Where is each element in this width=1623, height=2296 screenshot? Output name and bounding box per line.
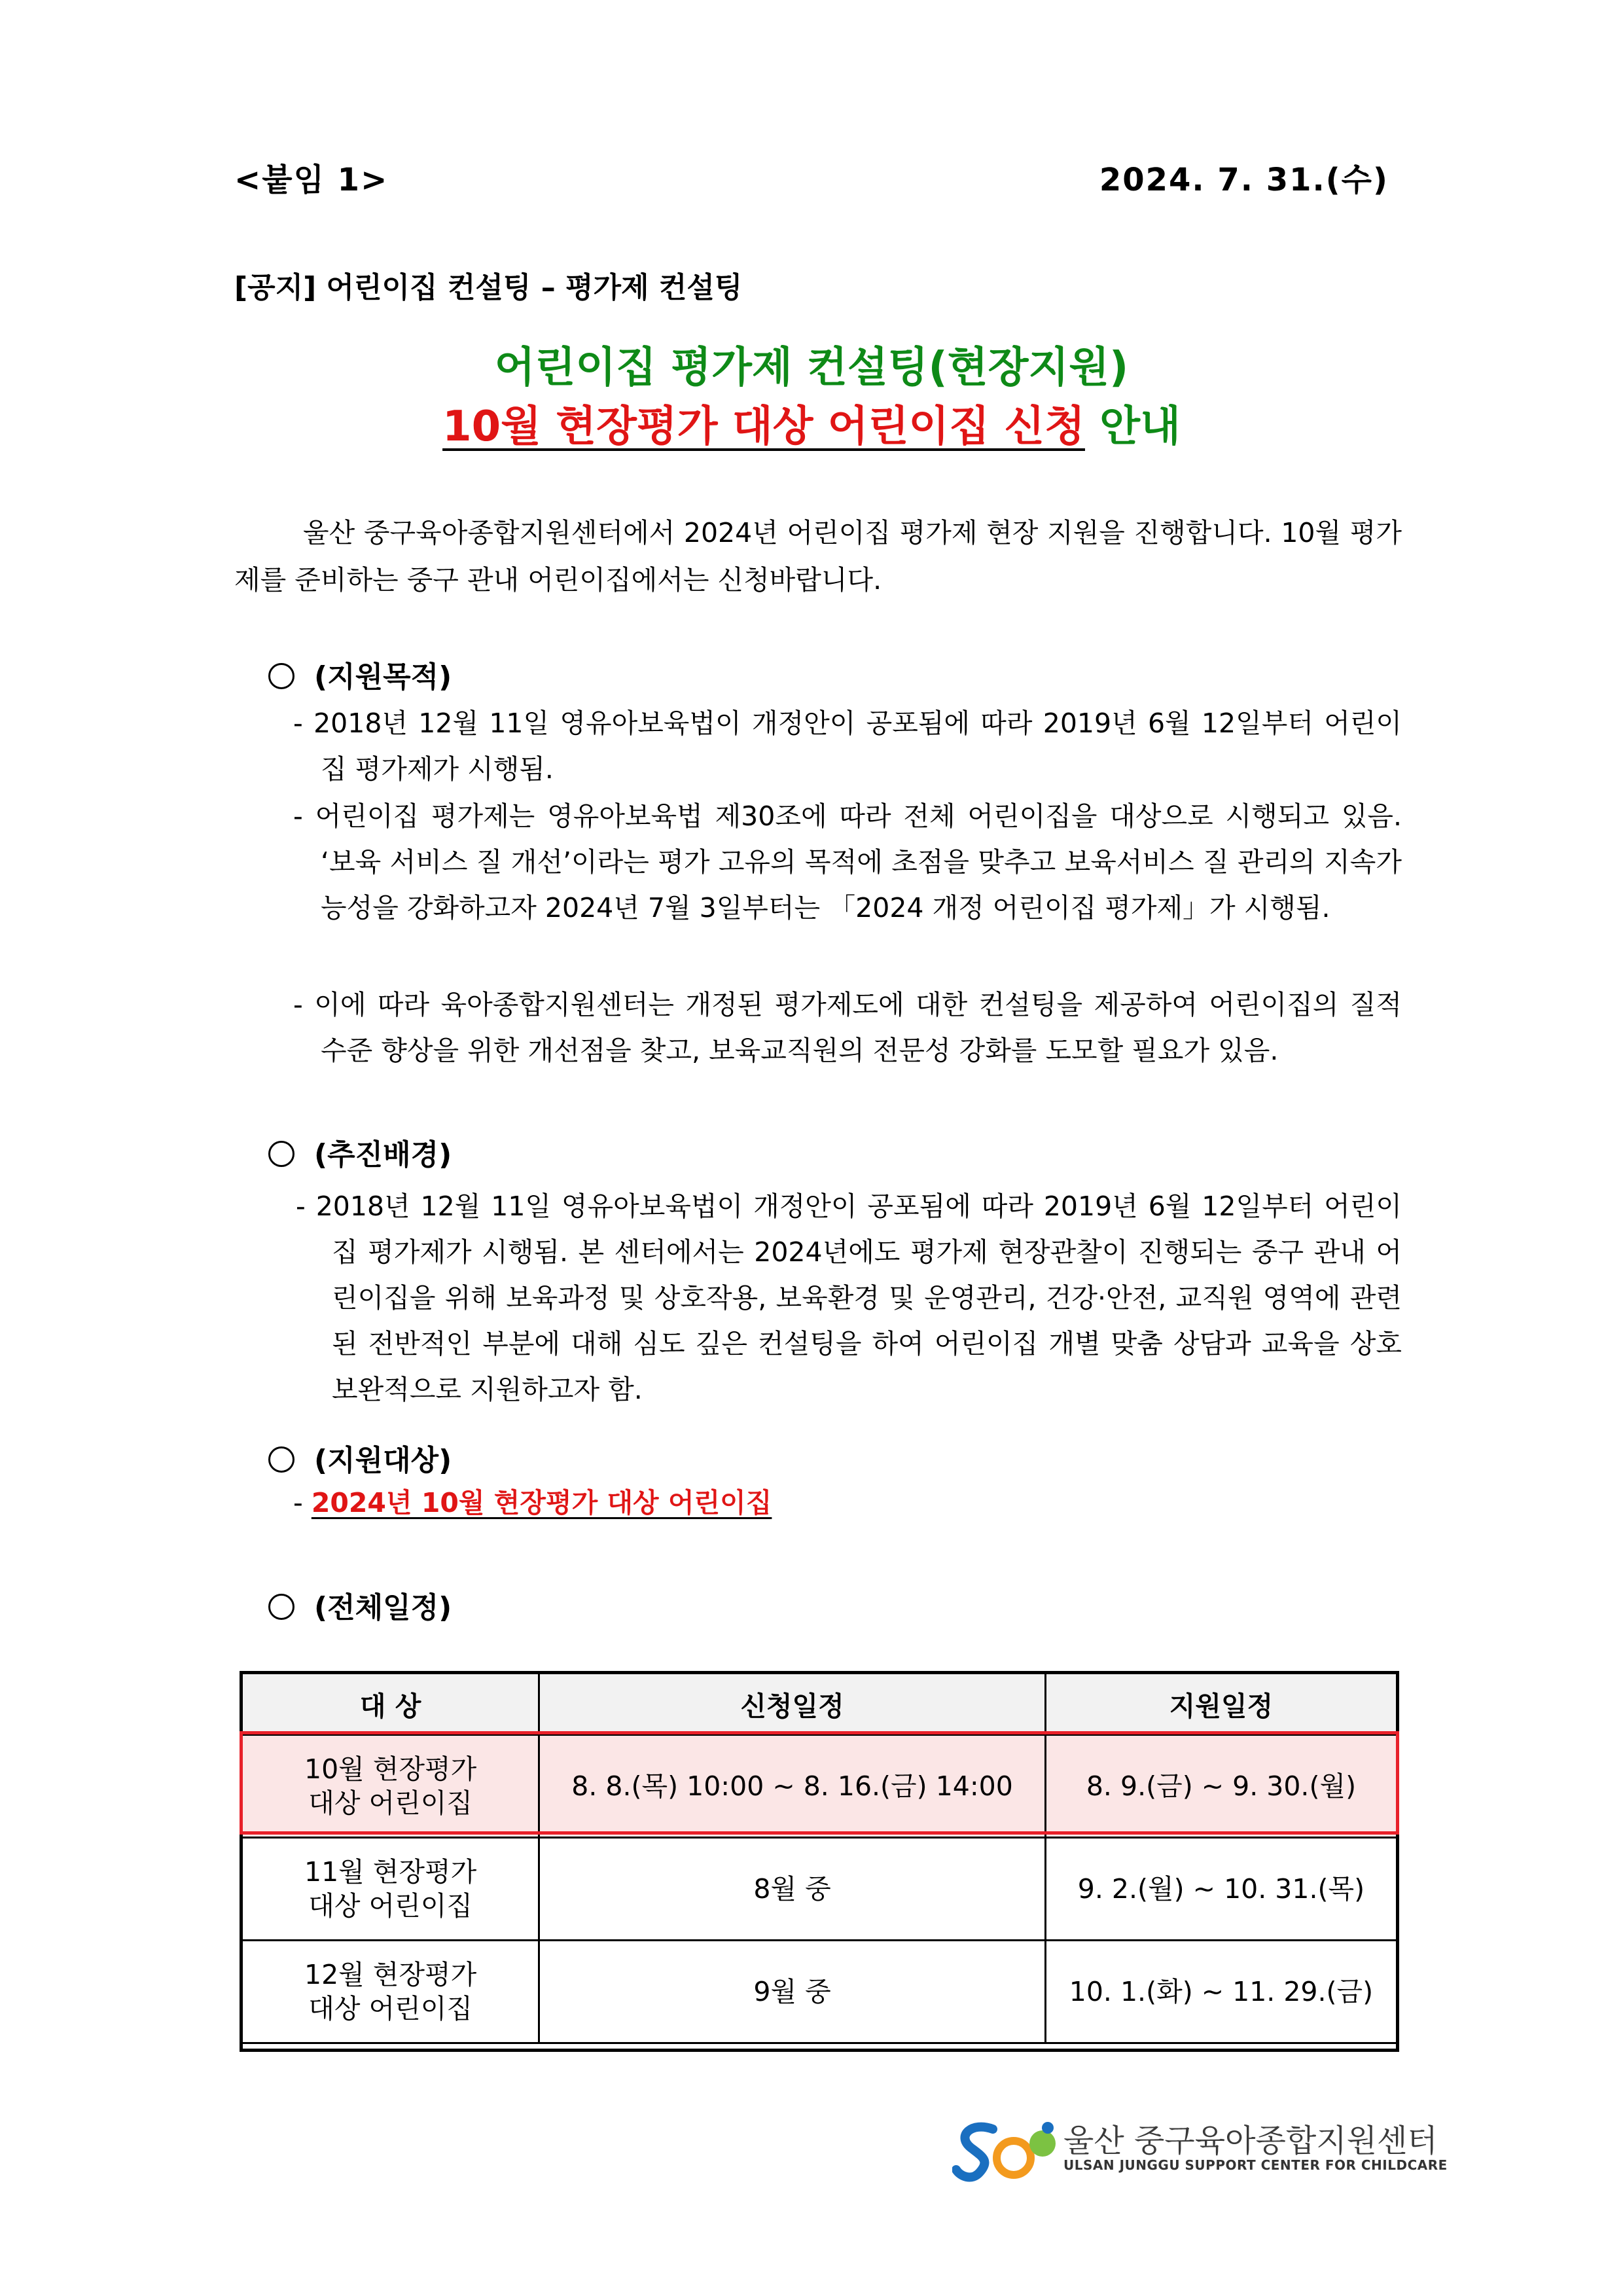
title-line-1: 어린이집 평가제 컨설팅(현장지원) [494, 344, 1129, 392]
target-line-1: 11월 현장평가 [304, 1856, 477, 1888]
schedule-table [241, 1672, 1398, 2044]
target-line-2: 대상 어린이집 [308, 1993, 473, 2024]
title-highlight: 10월 현장평가 대상 어린이집 신청 [442, 403, 1085, 451]
circle-bullet-icon [268, 1594, 294, 1620]
section-heading-schedule [268, 1584, 452, 1626]
target-line-2: 대상 어린이집 [308, 1787, 473, 1819]
cell-target [242, 1941, 539, 2043]
background-item-1: - 2018년 12월 11일 영유아보육법이 개정안이 공포됨에 따라 2019년 6월 12일부터 어린이집 평가제가 시행됨. 본 센터에서는 2024년에도 평가제 현장관찰이 진행되는 중구 관내 어린이집을 위해 보육과정 및 상호작용, 보육환경 및 운영관리, 건강·안전, 교직원 영역에 관련된 전반적인 부분에 대해 심도 깊은 컨설팅을 하여 어린이집 개별 맞춤 상담과 교육을 상호 보완적으로 지원하고자 함. [296, 1191, 1402, 1405]
table-row [242, 1734, 1397, 1838]
target-line-1: 12월 현장평가 [304, 1959, 477, 1990]
cell-support: 10. 1.(화) ~ 11. 29.(금) [1045, 1941, 1397, 2043]
section-heading-target [268, 1437, 452, 1479]
title-line-2 [0, 393, 1623, 453]
section-heading-text: (지원대상) [314, 1444, 452, 1477]
purpose-item-1: - 2018년 12월 11일 영유아보육법이 개정안이 공포됨에 따라 2019년 6월 12일부터 어린이집 평가제가 시행됨. [293, 708, 1402, 785]
purpose-item-text: 2018년 12월 11일 영유아보육법이 개정안이 공포됨에 따라 2019년 6월 12일부터 어린이집 평가제가 시행됨. [313, 708, 1402, 785]
target-item: - 2024년 10월 현장평가 대상 어린이집 [293, 1487, 772, 1518]
cell-apply: 8월 중 [539, 1838, 1046, 1941]
intro-paragraph: 울산 중구육아종합지원센터에서 2024년 어린이집 평가제 현장 지원을 진행합니다. 10월 평가제를 준비하는 중구 관내 어린이집에서는 신청바랍니다. [234, 517, 1402, 596]
table-header-row [242, 1674, 1397, 1735]
section-heading-background [268, 1131, 452, 1173]
attachment-label: <붙임 1> [234, 162, 389, 198]
purpose-item-text: 어린이집 평가제는 영유아보육법 제30조에 따라 전체 어린이집을 대상으로 시행되고 있음. ‘보육 서비스 질 개선’이라는 평가 고유의 목적에 초점을 맞추고 보육서비스 질 관리의 지속가능성을 강화하고자 2024년 7월 3일부터는 「2024 개정 어린이집 평가제」가 시행됨. [315, 800, 1402, 924]
purpose-item-3: - 이에 따라 육아종합지원센터는 개정된 평가제도에 대한 컨설팅을 제공하여 어린이집의 질적 수준 향상을 위한 개선점을 찾고, 보육교직원의 전문성 강화를 도모할 필요가 있음. [293, 989, 1402, 1066]
title-suffix: 안내 [1084, 403, 1181, 451]
header-target: 대 상 [242, 1674, 539, 1735]
cell-target [242, 1838, 539, 1941]
cell-apply: 9월 중 [539, 1941, 1046, 2043]
section-heading-text: (전체일정) [314, 1591, 452, 1624]
section-heading-text: (추진배경) [314, 1138, 452, 1172]
cell-support: 9. 2.(월) ~ 10. 31.(목) [1045, 1838, 1397, 1941]
table-row [242, 1838, 1397, 1941]
document-date: 2024. 7. 31.(수) [1099, 162, 1389, 198]
target-line-2: 대상 어린이집 [308, 1890, 473, 1922]
header-support: 지원일정 [1045, 1674, 1397, 1735]
purpose-item-text: 이에 따라 육아종합지원센터는 개정된 평가제도에 대한 컨설팅을 제공하여 어린이집의 질적 수준 향상을 위한 개선점을 찾고, 보육교직원의 전문성 강화를 도모할 필요가 있음. [314, 989, 1402, 1066]
background-item-text: 2018년 12월 11일 영유아보육법이 개정안이 공포됨에 따라 2019년 6월 12일부터 어린이집 평가제가 시행됨. 본 센터에서는 2024년에도 평가제 현장관찰이 진행되는 중구 관내 어린이집을 위해 보육과정 및 상호작용, 보육환경 및 운영관리, 건강·안전, 교직원 영역에 관련된 전반적인 부분에 대해 심도 깊은 컨설팅을 하여 어린이집 개별 맞춤 상담과 교육을 상호 보완적으로 지원하고자 함. [315, 1191, 1402, 1405]
purpose-item-2: - 어린이집 평가제는 영유아보육법 제30조에 따라 전체 어린이집을 대상으로 시행되고 있음. ‘보육 서비스 질 개선’이라는 평가 고유의 목적에 초점을 맞추고 보육서비스 질 관리의 지속가능성을 강화하고자 2024년 7월 3일부터는 「2024 개정 어린이집 평가제」가 시행됨. [293, 800, 1402, 924]
circle-bullet-icon [268, 1446, 294, 1473]
circle-bullet-icon [268, 1141, 294, 1167]
center-logo-icon [952, 2117, 1057, 2192]
cell-apply: 8. 8.(목) 10:00 ~ 8. 16.(금) 14:00 [539, 1734, 1046, 1838]
circle-bullet-icon [268, 663, 294, 689]
section-heading-text: (지원목적) [314, 660, 452, 694]
section-heading-purpose [268, 653, 452, 695]
table-row [242, 1941, 1397, 2043]
center-name: 울산 중구육아종합지원센터 [1063, 2123, 1438, 2159]
header-apply: 신청일정 [539, 1674, 1046, 1735]
center-name-english: ULSAN JUNGGU SUPPORT CENTER FOR CHILDCARE [1063, 2157, 1448, 2173]
cell-target [242, 1734, 539, 1838]
target-item-text: 2024년 10월 현장평가 대상 어린이집 [311, 1487, 772, 1518]
target-line-1: 10월 현장평가 [304, 1753, 477, 1785]
notice-label: [공지] 어린이집 컨설팅 – 평가제 컨설팅 [234, 271, 743, 304]
cell-support: 8. 9.(금) ~ 9. 30.(월) [1045, 1734, 1397, 1838]
